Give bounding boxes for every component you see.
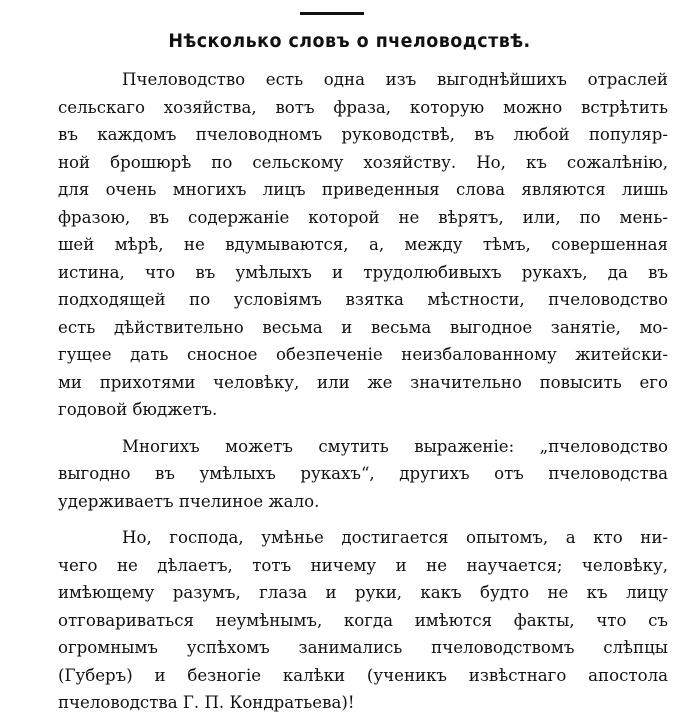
paragraph-line: огромнымъ успѣхомъ занимались пчеловодствомъ слѣпцы	[58, 638, 668, 657]
paragraph-line: есть дѣйствительно весьма и весьма выгодное занятіе, мо-	[58, 317, 668, 337]
paragraph-2	[58, 433, 668, 516]
paragraph-line: фразою, въ содержаніе которой не вѣрятъ, или, по мень-	[58, 207, 668, 227]
body-text	[58, 66, 668, 717]
paragraph-line: (Губеръ) и безногіе калѣки (ученикъ извѣстнаго апостола	[58, 665, 668, 685]
paragraph-line: Многихъ можетъ смутить выраженіе: „пчеловодство	[122, 436, 668, 456]
paragraph-line: Но, господа, умѣнье достигается опытомъ, а кто ни-	[122, 528, 668, 547]
paragraph-line: въ каждомъ пчеловодномъ руководствѣ, въ любой популяр-	[58, 125, 668, 144]
paragraph-line: Пчеловодство есть одна изъ выгоднѣйшихъ отраслей	[122, 70, 668, 89]
paragraph-line: гущее дать сносное обезпеченіе неизбалованному житейски-	[58, 345, 668, 364]
paragraph-line: удерживаетъ пчелиное жало.	[58, 491, 320, 511]
paragraph-gap	[58, 424, 668, 433]
paragraph-line: пчеловодства Г. П. Кондратьева)!	[58, 693, 355, 712]
paragraph-1	[58, 66, 668, 424]
page-title: Нѣсколько словъ о пчеловодствѣ.	[168, 30, 531, 52]
paragraph-line: ной брошюрѣ по сельскому хозяйству. Но, къ сожалѣнію,	[58, 152, 668, 172]
paragraph-line: имѣющему разумъ, глаза и руки, какъ будто не къ лицу	[58, 583, 668, 602]
paragraph-line: чего не дѣлаетъ, тотъ ничему и не научается; человѣку,	[58, 555, 668, 575]
top-rule-divider	[300, 12, 364, 15]
paragraph-3	[58, 524, 668, 717]
paragraph-line: для очень многихъ лицъ приведенныя слова являются лишь	[58, 180, 668, 199]
paragraph-line: выгодно въ умѣлыхъ рукахъ“, другихъ отъ пчеловодства	[58, 464, 668, 483]
paragraph-line: сельскаго хозяйства, вотъ фраза, которую можно встрѣтить	[58, 97, 668, 117]
paragraph-line: подходящей по условіямъ взятка мѣстности, пчеловодство	[58, 290, 668, 309]
paragraph-line: годовой бюджетъ.	[58, 400, 218, 419]
paragraph-gap	[58, 515, 668, 524]
paragraph-line: истина, что въ умѣлыхъ и трудолюбивыхъ рукахъ, да въ	[58, 262, 668, 282]
paragraph-line: шей мѣрѣ, не вдумываются, а, между тѣмъ, совершенная	[58, 235, 668, 254]
paragraph-line: отговариваться неумѣнымъ, когда имѣются факты, что съ	[58, 610, 668, 630]
paragraph-line: ми прихотями человѣку, или же значительно повысить его	[58, 372, 668, 392]
